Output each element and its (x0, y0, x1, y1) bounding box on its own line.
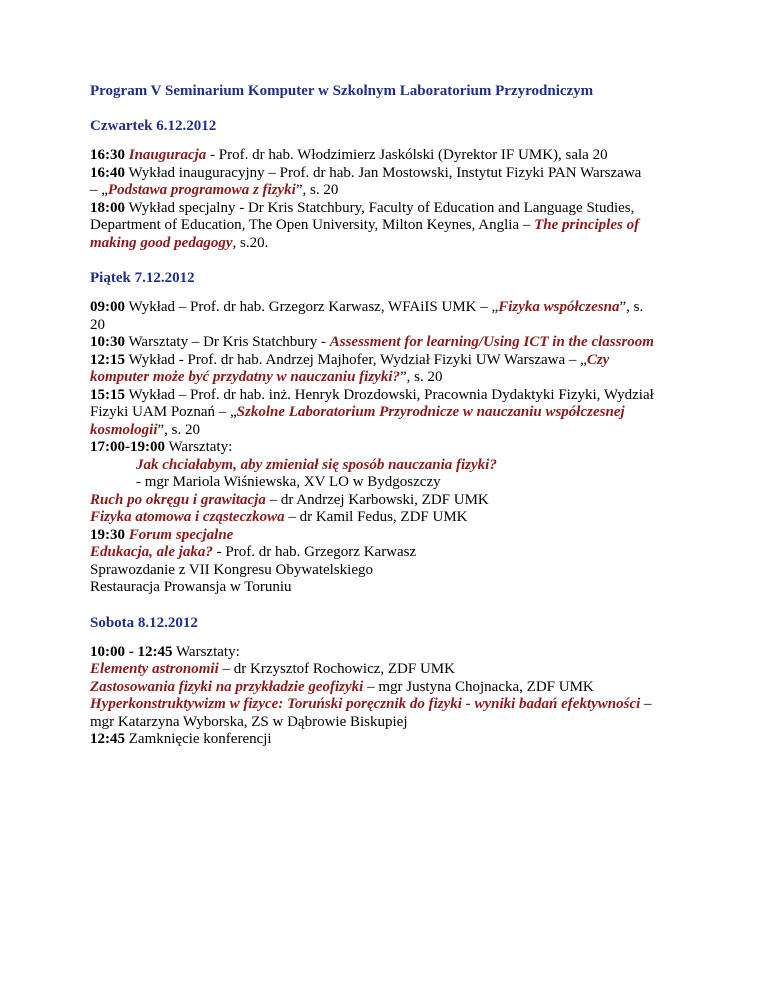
schedule-line (90, 387, 690, 405)
event-title: Jak chciałabym, aby zmieniał się sposób nauczania fizyki? (136, 456, 497, 473)
schedule (90, 118, 690, 749)
event-title: Fizyka współczesna (498, 299, 620, 315)
time-label: 17:00-19:00 (90, 439, 165, 455)
day-heading: Czwartek 6.12.2012 (90, 118, 217, 134)
time-label: 18:00 (90, 199, 125, 216)
line-text: Warsztaty: (165, 439, 233, 455)
line-text: Wykład – Prof. dr hab. inż. Henryk Drozdowski, Pracownia Dydaktyki Fizyki, Wydział (125, 386, 654, 403)
schedule-line (90, 661, 690, 679)
event-title: making good pedagogy (90, 234, 233, 251)
day-schedule (90, 644, 690, 749)
event-title: Ruch po okręgu i grawitacja (90, 491, 266, 508)
event-title: Zastosowania fizyki na przykładzie geofizyki (90, 678, 364, 695)
line-text: – dr Krzysztof Rochowicz, ZDF UMK (218, 661, 455, 677)
line-text: Fizyki UAM Poznań – „ (90, 404, 237, 420)
schedule-line (90, 696, 690, 714)
line-text: - Prof. dr hab. Włodzimierz Jaskólski (Dyrektor IF UMK), sala 20 (206, 147, 608, 163)
schedule-line (90, 474, 690, 492)
schedule-line (90, 544, 690, 562)
line-text: ”, s. 20 (157, 421, 201, 438)
time-label: 12:45 (90, 731, 125, 747)
event-title: komputer może być przydatny w nauczaniu fizyki? (90, 369, 401, 385)
line-text: Zamknięcie konferencji (125, 731, 272, 747)
line-text: Wykład inauguracyjny – Prof. dr hab. Jan Mostowski, Instytut Fizyki PAN Warszawa (125, 164, 642, 181)
day-schedule (90, 299, 690, 597)
schedule-line (90, 334, 690, 352)
schedule-line (90, 579, 690, 597)
event-title: Inauguracja (128, 147, 207, 163)
schedule-line (90, 527, 690, 545)
schedule-line (90, 165, 690, 183)
schedule-line (90, 457, 690, 475)
line-text: mgr Katarzyna Wyborska, ZS w Dąbrowie Biskupiej (90, 713, 408, 730)
program-title: Program V Seminarium Komputer w Szkolnym Laboratorium Przyrodniczym (90, 83, 594, 99)
event-title: Edukacja, ale jaka? (90, 544, 213, 560)
schedule-line (90, 679, 690, 697)
time-label: 16:30 (90, 147, 129, 163)
line-text: ”, s. 20 (295, 182, 339, 198)
line-text: – dr Andrzej Karbowski, ZDF UMK (265, 491, 489, 508)
time-label: 15:15 (90, 386, 125, 403)
schedule-line (90, 562, 690, 580)
line-text: ”, s. 20 (400, 369, 443, 385)
schedule-line (90, 644, 690, 662)
day-heading: Piątek 7.12.2012 (90, 270, 195, 286)
schedule-line (90, 422, 690, 440)
event-title: The principles of (534, 217, 640, 233)
line-text: - Prof. dr hab. Grzegorz Karwasz (212, 544, 417, 560)
schedule-line (90, 235, 690, 253)
line-text: – mgr Justyna Chojnacka, ZDF UMK (363, 678, 594, 695)
schedule-line (90, 492, 690, 510)
line-text: - mgr Mariola Wiśniewska, XV LO w Bydgoszczy (136, 474, 441, 490)
event-title: Fizyka atomowa i cząsteczkowa (90, 509, 285, 525)
schedule-line (90, 509, 690, 527)
event-title: Forum specjalne (128, 526, 234, 543)
time-label: 10:00 - 12:45 (90, 643, 173, 660)
day-schedule (90, 147, 690, 252)
time-label: 19:30 (90, 526, 129, 543)
event-title: Assessment for learning/Using ICT in the classroom (329, 334, 654, 350)
schedule-line (90, 731, 690, 749)
event-title: Elementy astronomii (90, 661, 219, 677)
schedule-line (90, 182, 690, 200)
line-text: Warsztaty: (172, 643, 240, 660)
event-title: kosmologii (90, 421, 158, 438)
time-label: 10:30 (90, 334, 125, 350)
line-text: ”, s. (619, 299, 644, 315)
line-text: Wykład - Prof. dr hab. Andrzej Majhofer, Wydział Fizyki UW Warszawa – „ (125, 351, 587, 368)
time-label: 12:15 (90, 351, 125, 368)
schedule-line (90, 317, 690, 335)
line-text: – „ (90, 182, 108, 198)
schedule-line (90, 352, 690, 370)
line-text: Wykład specjalny - Dr Kris Statchbury, Faculty of Education and Language Studies, (125, 199, 635, 216)
line-text: Warsztaty – Dr Kris Statchbury - (125, 334, 330, 350)
line-text: Sprawozdanie z VII Kongresu Obywatelskiego (90, 561, 373, 578)
event-title: Hyperkonstruktywizm w fizyce: Toruński poręcznik do fizyki - wyniki badań efektywności (90, 696, 641, 712)
time-label: 16:40 (90, 164, 125, 181)
time-label: 09:00 (90, 299, 125, 315)
schedule-line (90, 439, 690, 457)
line-text: Wykład – Prof. dr hab. Grzegorz Karwasz, WFAiIS UMK – „ (125, 299, 499, 315)
schedule-line (90, 714, 690, 732)
schedule-line (90, 200, 690, 218)
line-text: 20 (90, 316, 105, 333)
event-title: Szkolne Laboratorium Przyrodnicze w nauczaniu współczesnej (236, 404, 625, 420)
day-heading: Sobota 8.12.2012 (90, 614, 198, 631)
event-title: Podstawa programowa z fizyki (107, 182, 296, 198)
schedule-line (90, 217, 690, 235)
line-text: , s.20. (232, 234, 269, 251)
schedule-line (90, 299, 690, 317)
schedule-line (90, 369, 690, 387)
line-text: – (640, 696, 652, 712)
line-text: Restauracja Prowansja w Toruniu (90, 579, 292, 595)
document-page (90, 83, 690, 767)
schedule-line (90, 404, 690, 422)
line-text: Department of Education, The Open University, Milton Keynes, Anglia – (90, 217, 535, 233)
schedule-line (90, 147, 690, 165)
line-text: – dr Kamil Fedus, ZDF UMK (284, 509, 468, 525)
event-title: Czy (586, 351, 610, 368)
